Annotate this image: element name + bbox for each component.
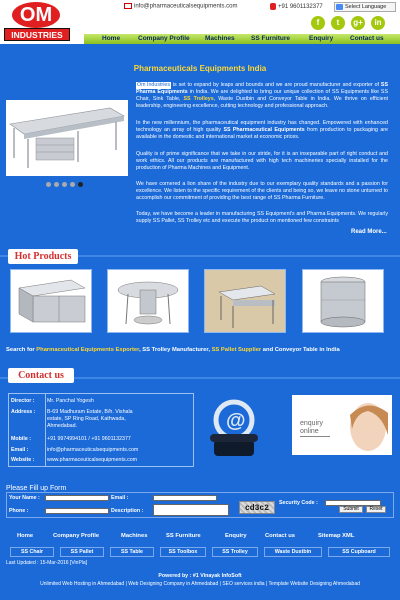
search-text: Search for bbox=[6, 347, 37, 353]
nav-machines[interactable]: Machines bbox=[205, 35, 235, 42]
contact-key: Website : bbox=[11, 457, 35, 463]
top-email[interactable] bbox=[124, 3, 237, 10]
linkedin-icon[interactable]: in bbox=[371, 16, 385, 30]
keyword-link[interactable]: SS Trolleys bbox=[183, 96, 214, 102]
intro-text: , Waste Dustbin and Conveyor Table in India. We thrive on efficient leadership, engineering excellence, cutting technology and professional approach. bbox=[136, 96, 388, 109]
powered-by[interactable]: Powered by : #1 Vinayak InfoSoft bbox=[158, 573, 242, 579]
slider-dot-active[interactable] bbox=[78, 182, 83, 187]
ss-cupboard-image bbox=[11, 270, 91, 332]
top-bar bbox=[124, 2, 364, 13]
footer-category-ss-toolbox[interactable]: SS Toolbox bbox=[160, 547, 206, 557]
email-label: Email : bbox=[111, 495, 129, 501]
conveyor-table-illustration bbox=[6, 100, 128, 176]
contact-value[interactable]: info@pharmaceuticalsequipments.com bbox=[47, 447, 139, 453]
mail-icon bbox=[124, 3, 132, 9]
phone-input[interactable] bbox=[45, 508, 109, 514]
footer-category-ss-cupboard[interactable]: SS Cupboard bbox=[328, 547, 390, 557]
brand-mention: Om Industries bbox=[137, 82, 170, 88]
name-input[interactable] bbox=[45, 495, 109, 501]
nav-ss-furniture[interactable]: SS Furniture bbox=[251, 35, 291, 42]
nav-enquiry[interactable]: Enquiry bbox=[309, 35, 334, 42]
hot-products-heading: Hot Products bbox=[8, 249, 78, 264]
footer-category-ss-chair[interactable]: SS Chair bbox=[10, 547, 54, 557]
intro-paragraph-4: We have cornered a lion share of the industry due to our exemplary quality standards and a passion for excellence. We listen to the specific requirement of the clients and being so, we leave no stone unturned to accomplish our commitment of providing the best range of SS Pharma Furniture. bbox=[136, 181, 388, 201]
footer-link-sitemap[interactable]: Sitemap XML bbox=[318, 533, 355, 539]
slider-dot[interactable] bbox=[62, 182, 67, 187]
read-more-link[interactable]: Read More... bbox=[351, 229, 387, 235]
language-select-label: Select Language bbox=[345, 4, 387, 10]
slider-dot[interactable] bbox=[54, 182, 59, 187]
waste-dustbin-image bbox=[303, 270, 383, 332]
search-text: , SS Trolley Manufacturer, bbox=[139, 347, 212, 353]
submit-button[interactable]: Submit bbox=[339, 506, 363, 513]
footer-category-ss-pallet[interactable]: SS Pallet bbox=[60, 547, 104, 557]
product-card-rotary-table[interactable] bbox=[107, 269, 189, 333]
svg-text:enquiry: enquiry bbox=[300, 420, 323, 427]
product-card-cupboard[interactable] bbox=[10, 269, 92, 333]
intro-text: in India. We are delighted to bring our unique collection of SS Equipments like SS Chair, Sink Table, bbox=[136, 89, 388, 102]
slider-dot[interactable] bbox=[46, 182, 51, 187]
support-woman-image bbox=[292, 395, 392, 455]
sink-table-image bbox=[205, 270, 285, 332]
intro-text: from production to packaging are available in the domestic and international market at economic prices. bbox=[136, 127, 388, 140]
footer-link-machines[interactable]: Machines bbox=[121, 533, 148, 539]
contact-key: Address : bbox=[11, 409, 36, 415]
keyword-link[interactable]: SS Pallet Supplier bbox=[211, 347, 262, 353]
reset-button[interactable]: Reset bbox=[366, 506, 386, 513]
table-divider bbox=[45, 394, 46, 466]
intro-paragraph-1 bbox=[136, 82, 388, 110]
main-nav bbox=[84, 34, 400, 44]
footer-link-contact-us[interactable]: Contact us bbox=[265, 533, 295, 539]
svg-text:@: @ bbox=[226, 410, 246, 432]
nav-contact-us[interactable]: Contact us bbox=[350, 35, 384, 42]
contact-value[interactable]: www.pharmaceuticalsequipments.com bbox=[47, 457, 138, 463]
top-phone bbox=[270, 3, 323, 10]
footer-category-ss-trolley[interactable]: SS Trolley bbox=[212, 547, 258, 557]
enquiry-online-banner[interactable] bbox=[292, 395, 392, 455]
enquiry-form bbox=[6, 492, 394, 518]
product-card-dustbin[interactable] bbox=[302, 269, 384, 333]
footer-categories bbox=[10, 547, 390, 557]
telephone-email-illustration bbox=[204, 398, 264, 460]
logo-text: INDUSTRIES bbox=[4, 28, 70, 41]
keyword: SS Pharmaceutical Equipments bbox=[223, 127, 305, 133]
page-title: Pharmaceuticals Equipments India bbox=[133, 64, 267, 73]
contact-table bbox=[8, 393, 194, 467]
name-label: Your Name : bbox=[9, 495, 40, 501]
slider-dot[interactable] bbox=[70, 182, 75, 187]
phone-label: Phone : bbox=[9, 508, 29, 514]
intro-paragraph-2 bbox=[136, 120, 388, 141]
contact-heading: Contact us bbox=[8, 368, 74, 383]
intro-paragraph-3: Quality is of prime significance that we take in our stride, for it is an inseparable part of right conduct and work ethics. All our products are manufactured with high tech machineries specially installed for the production of Pharma Machines and Equipment. bbox=[136, 151, 388, 171]
rotary-table-image bbox=[108, 270, 188, 332]
slider-dots bbox=[46, 182, 96, 188]
top-email-text: info@pharmaceuticalsequipments.com bbox=[134, 3, 238, 10]
logo-mark: OM bbox=[12, 2, 60, 28]
footer-seo-links[interactable]: Unlimited Web Hosting in Ahmedabad | Web Designing Company in Ahmedabad | SEO services india | Template Website Designing Ahmedabad bbox=[40, 581, 360, 587]
telephone-icon bbox=[204, 398, 264, 460]
form-title: Please Fill up Form bbox=[6, 485, 67, 492]
footer-link-company-profile[interactable]: Company Profile bbox=[53, 533, 100, 539]
footer-link-ss-furniture[interactable]: SS Furniture bbox=[166, 533, 201, 539]
contact-key: Director : bbox=[11, 398, 35, 404]
svg-text:online: online bbox=[300, 428, 319, 435]
email-input[interactable] bbox=[153, 495, 217, 501]
intro-text: is set to expand by leaps and bounds and we are proud manufacturer and exporter of bbox=[170, 82, 381, 88]
logo[interactable] bbox=[4, 2, 70, 42]
intro-text: In the new millennium, the pharmaceutical equipment industry has changed. Empowered with enhanced technology an array of high quality bbox=[136, 120, 388, 133]
nav-company-profile[interactable]: Company Profile bbox=[138, 35, 190, 42]
contact-value: B-69 Madhuram Estate, B/h. Vishala estate, SP Ring Road, Kathwada, Ahmedabad. bbox=[47, 409, 133, 429]
security-code-label: Security Code : bbox=[279, 500, 318, 506]
nav-home[interactable]: Home bbox=[102, 35, 121, 42]
footer-link-enquiry[interactable]: Enquiry bbox=[225, 533, 247, 539]
language-select[interactable] bbox=[334, 2, 396, 12]
google-plus-icon[interactable]: g+ bbox=[351, 16, 365, 30]
search-keywords bbox=[6, 347, 398, 353]
product-card-sink-table[interactable] bbox=[204, 269, 286, 333]
top-phone-text: +91 9601132377 bbox=[278, 4, 323, 11]
intro-paragraph-5: Today, we have become a leader in manufacturing SS Equipment's and Pharma Equipments. We regularly supply SS Pallet, SS Trolley etc and execute the product on mentioned few constraints bbox=[136, 211, 388, 224]
last-updated: Last Updated : 15-Mar-2016 [VinPla] bbox=[6, 560, 88, 566]
description-textarea[interactable] bbox=[153, 504, 229, 516]
keyword-link[interactable]: Pharmaceutical Equipments Exporter bbox=[36, 347, 140, 353]
description-label: Description : bbox=[111, 508, 144, 514]
twitter-icon[interactable]: t bbox=[331, 16, 345, 30]
footer-nav bbox=[0, 533, 400, 541]
contact-key: Mobile : bbox=[11, 436, 32, 442]
footer-category-ss-table[interactable]: SS Table bbox=[110, 547, 154, 557]
product-slider-image[interactable] bbox=[6, 100, 128, 176]
footer-category-waste-dustbin[interactable]: Waste Dustbin bbox=[264, 547, 322, 557]
google-translate-icon bbox=[336, 4, 343, 10]
phone-icon bbox=[270, 3, 276, 10]
contact-value: +91 9974994101 / +91 9601132377 bbox=[47, 436, 131, 442]
captcha-image: cd3c2 bbox=[239, 501, 275, 514]
contact-key: Email : bbox=[11, 447, 29, 453]
facebook-icon[interactable]: f bbox=[311, 16, 325, 30]
keyword: SS Pharma Equipments bbox=[136, 82, 388, 95]
contact-value: Mr. Panchal Yogesh bbox=[47, 398, 94, 404]
footer-link-home[interactable]: Home bbox=[17, 533, 34, 539]
search-text: and Conveyor Table in India bbox=[261, 347, 340, 353]
